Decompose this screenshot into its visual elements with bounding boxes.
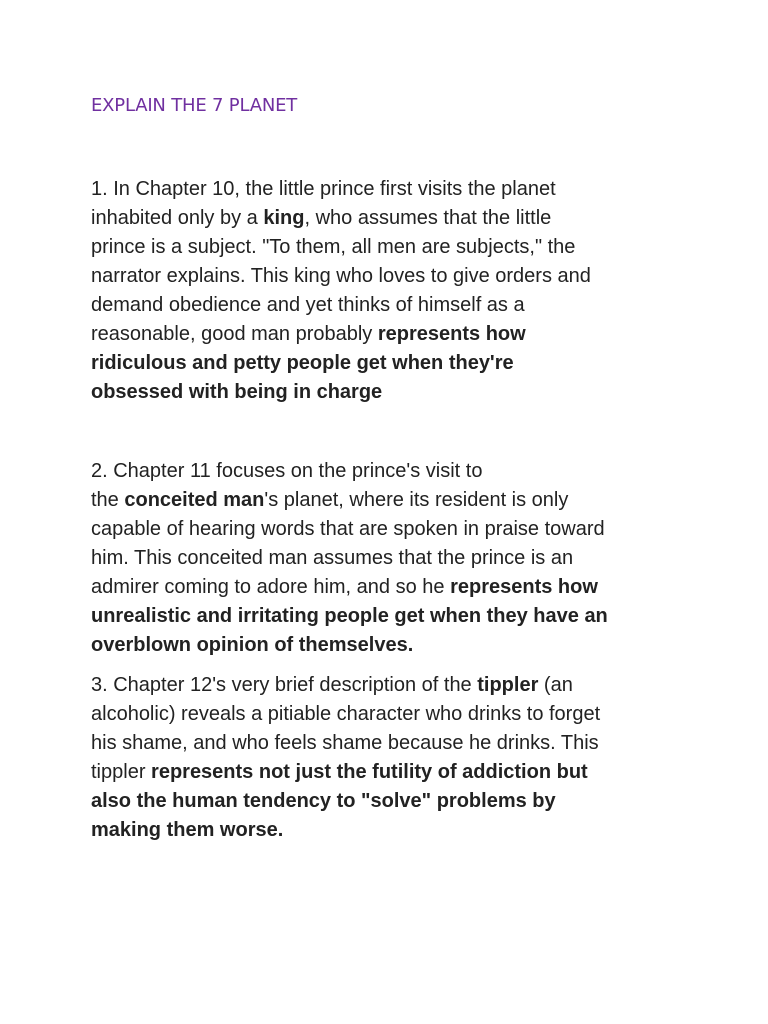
text-run: 1. In Chapter 10, the little prince first visits the planet: [91, 178, 556, 200]
paragraph-conceited-man: [91, 457, 691, 660]
text-line: [91, 262, 691, 291]
text-line: [91, 175, 691, 204]
text-line: [91, 729, 691, 758]
text-line: [91, 573, 691, 602]
page-title: EXPLAIN THE 7 PLANET: [91, 95, 298, 116]
text-line: [91, 700, 691, 729]
bold-text-run: ridiculous and petty people get when they're: [91, 352, 514, 374]
text-run: 2. Chapter 11 focuses on the prince's visit to: [91, 460, 483, 482]
text-line: [91, 378, 691, 407]
bold-text-run: represents how: [450, 576, 598, 598]
text-line: [91, 602, 691, 631]
text-run: his shame, and who feels shame because he drinks. This: [91, 732, 599, 754]
text-line: [91, 349, 691, 378]
text-line: [91, 320, 691, 349]
text-run: inhabited only by a: [91, 207, 264, 229]
text-run: 's planet, where its resident is only: [264, 489, 569, 511]
text-line: [91, 486, 691, 515]
bold-text-run: represents not just the futility of addiction but: [151, 761, 588, 783]
bold-text-run: also the human tendency to "solve" problems by: [91, 790, 556, 812]
bold-text-run: represents how: [377, 323, 526, 345]
bold-text-run: making them worse.: [91, 819, 284, 841]
text-run: reasonable, good man probably: [91, 323, 378, 345]
text-run: the: [91, 489, 125, 511]
text-run: , who assumes that the little: [304, 207, 552, 229]
text-line: [91, 631, 691, 660]
text-run: admirer coming to adore him, and so he: [91, 576, 451, 598]
text-line: [91, 515, 691, 544]
text-line: [91, 204, 691, 233]
text-run: him. This conceited man assumes that the prince is an: [91, 547, 574, 569]
text-line: [91, 291, 691, 320]
text-line: [91, 457, 691, 486]
text-line: [91, 758, 691, 787]
bold-text-run: overblown opinion of themselves.: [91, 634, 414, 656]
text-line: [91, 233, 691, 262]
text-run: 3. Chapter 12's very brief description of the: [91, 674, 478, 696]
text-run: (an: [538, 674, 573, 696]
paragraph-tippler: [91, 671, 691, 845]
text-run: tippler: [91, 761, 152, 783]
text-run: narrator explains. This king who loves to give orders and: [91, 265, 591, 287]
bold-text-run: tippler: [477, 674, 539, 696]
paragraph-king: [91, 175, 691, 407]
bold-text-run: unrealistic and irritating people get when they have an: [91, 605, 608, 627]
bold-text-run: king: [263, 207, 305, 229]
text-run: capable of hearing words that are spoken in praise toward: [91, 518, 605, 540]
text-line: [91, 671, 691, 700]
text-run: demand obedience and yet thinks of himself as a: [91, 294, 525, 316]
text-line: [91, 816, 691, 845]
bold-text-run: conceited man: [124, 489, 265, 511]
text-line: [91, 544, 691, 573]
text-run: alcoholic) reveals a pitiable character who drinks to forget: [91, 703, 601, 725]
bold-text-run: obsessed with being in charge: [91, 381, 383, 403]
text-run: prince is a subject. "To them, all men are subjects," the: [91, 236, 576, 258]
text-line: [91, 787, 691, 816]
